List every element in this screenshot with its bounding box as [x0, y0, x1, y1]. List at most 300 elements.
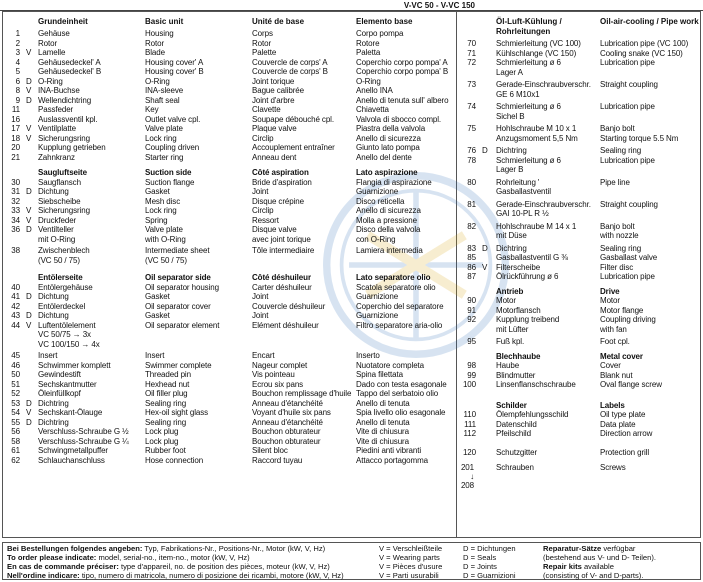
part-name-en: Coupling driven [145, 143, 200, 152]
part-name-en: Lubrication pipe (VC 100) [600, 39, 689, 48]
section-title-en: Suction side [145, 168, 192, 177]
row-number: 100 [462, 380, 476, 389]
legend-d-fr: D = Joints [463, 562, 497, 571]
part-name-it: Chiavetta [356, 105, 389, 114]
part-name-de: Filterscheibe [496, 262, 541, 272]
part-name-it: Corpo pompa [356, 29, 404, 38]
row-number: 45 [11, 351, 20, 360]
part-name-de: Blindmutter [496, 370, 536, 380]
part-name-de: Dichtring [496, 146, 527, 155]
part-name-en: Starter ring [145, 152, 184, 162]
part-name-de-line3: VC 100/150 → 4x [38, 339, 100, 349]
part-name-en: Sealing ring [145, 398, 187, 408]
part-name-de: Dichtring [38, 417, 69, 427]
row-number: 46 [11, 360, 20, 370]
part-name-en: Gasket [145, 311, 170, 320]
row-number: 71 [467, 48, 476, 58]
legend-v-en: V = Wearing parts [379, 553, 440, 562]
part-name-it: Guarnizione [356, 292, 399, 301]
part-name-de-line2: mit Lüfter [496, 324, 529, 334]
part-name-de: Entölergehäuse [38, 282, 93, 292]
row-number: 112 [463, 429, 476, 438]
part-name-en: Screws [600, 463, 626, 472]
part-name-it: Anello INA [356, 86, 393, 95]
part-name-de: Insert [38, 351, 58, 360]
part-name-fr: Voyant d'huile six pans [252, 408, 331, 417]
part-name-fr: Circlip [252, 206, 274, 215]
part-name-it: Nuotatore completa [356, 360, 425, 370]
part-name-it: Filtro separatore aria-olio [356, 320, 443, 330]
part-name-it-line2: con O-Ring [356, 234, 396, 244]
part-name-it: Disco della valvola [356, 225, 421, 234]
part-name-fr: Anneau d'étanchéité [252, 398, 323, 408]
part-name-en: Lock ring [145, 206, 177, 215]
part-name-en: Rubber foot [145, 446, 186, 455]
row-flag: D [26, 398, 32, 408]
part-name-fr: Circlip [252, 133, 274, 143]
part-name-it: Molla a pressione [356, 215, 417, 225]
part-name-it: Giunto lato pompa [356, 143, 420, 152]
part-name-en: Motor [600, 296, 620, 305]
row-flag: V [26, 133, 32, 143]
row-number: 30 [11, 177, 20, 187]
part-name-en: Lubrication pipe [600, 102, 655, 111]
page-header [0, 0, 703, 11]
part-name-it: Rotore [356, 38, 380, 48]
part-name-de: Siebscheibe [38, 196, 81, 206]
part-name-de: Saugflansch [38, 177, 81, 187]
row-number: 75 [467, 124, 476, 133]
part-name-it: Piastra della valvola [356, 124, 426, 133]
part-name-en: Lubrication pipe [600, 58, 655, 67]
part-name-en: Mesh disc [145, 196, 181, 206]
part-name-fr: Joint [252, 292, 269, 301]
part-name-en: Straight coupling [600, 199, 658, 209]
part-name-fr: Ecrou six pans [252, 379, 304, 389]
row-number: 6 [15, 76, 20, 86]
part-name-it: Anello di tenuta sull' albero [356, 95, 449, 105]
row-number: 42 [11, 301, 20, 311]
part-name-en-line2: Starting torque 5.5 Nm [600, 133, 679, 143]
part-name-fr: Disque valve [252, 225, 297, 234]
part-name-de: Schlauchanschluss [38, 455, 105, 465]
part-name-de: Gehäuse [38, 29, 70, 38]
part-name-fr: Anneau dent [252, 152, 297, 162]
part-name-de: Schmierleitung ø 6 [496, 102, 561, 111]
part-name-en: Pipe line [600, 177, 630, 187]
part-name-en: Data plate [600, 419, 636, 429]
row-number: 2 [15, 38, 20, 48]
part-name-de: Gasballastventil G ⅜ [496, 253, 568, 262]
row-number: 36 [11, 225, 20, 234]
part-name-de: Druckfeder [38, 215, 77, 225]
part-name-de: Motorflansch [496, 305, 541, 315]
part-name-en: Lubrication pipe [600, 272, 655, 281]
section-title-fr: Côté déshuileur [252, 273, 311, 282]
row-number: 61 [11, 446, 20, 455]
part-name-fr: Rotor [252, 38, 272, 48]
part-name-de: Schutzgitter [496, 447, 538, 457]
repair-kits-en-note: (consisting of V- and D-parts). [543, 571, 644, 580]
part-name-en: Threaded pin [145, 370, 191, 379]
part-name-de-line2: GAI 10-PL R ½ [496, 209, 549, 218]
row-flag: D [26, 417, 32, 427]
part-name-en: Banjo bolt [600, 221, 635, 231]
part-name-de-line2: (VC 50 / 75) [38, 255, 80, 265]
row-number: 85 [467, 253, 476, 262]
row-number: 95 [467, 337, 476, 346]
part-name-it: Spina filettata [356, 370, 403, 379]
part-name-de-line2: Lager A [496, 67, 523, 77]
part-name-it: Anello del dente [356, 152, 412, 162]
part-name-en: Swimmer complete [145, 360, 212, 370]
part-name-it: Piedini anti vibranti [356, 446, 422, 455]
part-name-en: Hexhead nut [145, 379, 190, 389]
part-name-fr: Bouchon obturateur [252, 436, 321, 446]
part-name-en: Housing cover' A [145, 57, 204, 67]
part-name-en: Blade [145, 48, 165, 57]
part-name-en: Gasket [145, 292, 170, 301]
row-number: 8 [15, 86, 20, 95]
row-flag: D [26, 187, 32, 196]
part-name-en: Key [145, 105, 159, 114]
row-number: 5 [15, 67, 20, 76]
part-name-en: O-Ring [145, 76, 170, 86]
part-name-de: Dichtring [496, 243, 527, 253]
row-flag: V [26, 86, 32, 95]
part-name-it: Lamiera intermedia [356, 246, 423, 255]
row-number: 86 [467, 262, 476, 272]
part-name-de-line2: mit O-Ring [38, 234, 76, 244]
part-name-fr: Carter déshuileur [252, 282, 312, 292]
part-name-it: Guarnizione [356, 187, 399, 196]
row-number: 53 [11, 398, 20, 408]
row-flag: V [482, 262, 488, 272]
part-name-de: Verschluss-Schraube G ¼ [38, 436, 129, 446]
part-name-it: Guarnizione [356, 311, 399, 320]
part-name-de: Motor [496, 296, 516, 305]
part-name-en: Foot cpl. [600, 337, 630, 346]
part-name-de: Dichtung [38, 311, 69, 320]
repair-kits-de: Reparatur-Sätze verfügbar [543, 544, 636, 553]
part-name-it: Coperchio del separatore [356, 301, 444, 311]
row-flag: D [482, 146, 488, 155]
row-number: 4 [15, 57, 20, 67]
part-name-en: Oil separator cover [145, 301, 211, 311]
row-number: 110 [463, 410, 476, 419]
part-name-de: Schwimmer komplett [38, 360, 111, 370]
part-name-en: Gasballast valve [600, 253, 658, 262]
part-name-en: Lock plug [145, 436, 179, 446]
part-name-fr: Encart [252, 351, 275, 360]
row-number: 11 [11, 105, 20, 114]
part-name-de: Sechskant-Ölauge [38, 408, 103, 417]
part-name-de-line2: Sichel B [496, 111, 525, 121]
part-name-it: O-Ring [356, 76, 381, 86]
part-name-fr: Joint [252, 311, 269, 320]
part-name-de: Kupplung treibend [496, 315, 560, 324]
part-name-de: INA-Buchse [38, 86, 80, 95]
part-name-fr: Ressort [252, 215, 279, 225]
part-name-en: Sealing ring [145, 417, 187, 427]
section-title-en: Labels [600, 400, 625, 410]
section-title-de: Schilder [496, 400, 527, 410]
part-name-en: Oil filler plug [145, 389, 188, 398]
part-name-de: Öleinfüllkopf [38, 389, 81, 398]
row-number: 87 [467, 272, 476, 281]
row-number: 55 [11, 417, 20, 427]
col-header-en: Basic unit [145, 17, 184, 26]
part-name-en: Cover [600, 361, 621, 370]
part-name-de: Zahnkranz [38, 152, 75, 162]
part-name-de: Schwingmetallpuffer [38, 446, 108, 455]
row-number: 81 [467, 199, 476, 209]
part-name-de: Hohlschraube M 14 x 1 [496, 221, 577, 231]
part-name-de: Sicherungsring [38, 133, 90, 143]
part-name-en-line2: with nozzle [600, 231, 639, 240]
part-name-it: Paletta [356, 48, 381, 57]
part-name-de: Kupplung getrieben [38, 143, 106, 152]
part-name-fr: Accouplement entraîner [252, 143, 335, 152]
legend-d-it: D = Guarnizioni [463, 571, 516, 580]
part-name-de: Pfeilschild [496, 429, 531, 438]
part-name-it: Scatola separatore olio [356, 282, 436, 292]
part-name-en: Motor flange [600, 305, 644, 315]
section-title-en: Drive [600, 286, 620, 296]
part-name-de: Sicherungsring [38, 206, 90, 215]
row-number: 91 [467, 305, 476, 315]
part-name-en: Spring [145, 215, 168, 225]
part-name-it: Dado con testa esagonale [356, 379, 447, 389]
row-number: 50 [11, 370, 20, 379]
section-title-en: Metal cover [600, 351, 643, 361]
part-name-de: Dichtung [38, 187, 69, 196]
part-name-it: Coperchio corpo pompa' B [356, 67, 449, 76]
part-name-de: Zwischenblech [38, 246, 90, 255]
part-name-en: Direction arrow [600, 429, 653, 438]
part-name-de: Datenschild [496, 419, 537, 429]
part-name-de-line2: VC 50/75 → 3x [38, 330, 91, 339]
legend-d-de: D = Dichtungen [463, 544, 516, 553]
section-title-de: Entölerseite [38, 273, 83, 282]
row-number: 56 [11, 427, 20, 436]
part-name-de: Rohrleitung ' [496, 177, 540, 187]
row-number: 32 [11, 196, 20, 206]
part-name-en: Cooling snake (VC 150) [600, 48, 683, 58]
section-title-en: Oil separator side [145, 273, 211, 282]
part-name-de-line2: GE 6 M10x1 [496, 89, 540, 99]
part-name-en: INA-sleeve [145, 86, 184, 95]
part-name-fr: Tôle intermediaire [252, 246, 315, 255]
order-line-fr: En cas de commande préciser: type d'appareil, no. de position des pièces, moteur (kW, V, Hz) [7, 562, 330, 571]
row-flag: D [26, 95, 32, 105]
row-number: 52 [11, 389, 20, 398]
row-number: 70 [467, 39, 476, 48]
row-flag: V [26, 124, 32, 133]
part-name-de: Schmierleitung (VC 100) [496, 39, 581, 48]
part-name-en: Coupling driving [600, 315, 656, 324]
part-name-fr: Raccord tuyau [252, 455, 303, 465]
part-name-fr: Couvercle déshuileur [252, 301, 326, 311]
part-name-en: Housing cover' B [145, 67, 204, 76]
part-name-de: Dichtung [38, 292, 69, 301]
part-name-en: Suction flange [145, 177, 195, 187]
part-name-it: Tappo del serbatoio olio [356, 389, 439, 398]
part-name-en-line2: with O-Ring [145, 234, 186, 244]
legend-v-fr: V = Pièces d'usure [379, 562, 443, 571]
row-number: 44 [11, 320, 20, 330]
part-name-fr: Anneau d'étanchéité [252, 417, 323, 427]
row-flag: D [26, 311, 32, 320]
part-name-de: Kühlschlange (VC 150) [496, 48, 577, 58]
part-name-it: Inserto [356, 351, 380, 360]
part-name-fr: Plaque valve [252, 124, 297, 133]
part-name-en: Valve plate [145, 124, 183, 133]
row-flag: D [26, 225, 32, 234]
row-number: 17 [11, 124, 20, 133]
part-name-fr: Joint torique [252, 76, 295, 86]
part-name-it: Anello di tenuta [356, 398, 410, 408]
row-number: 201 ↓ 208 [460, 463, 474, 490]
part-name-en: Gasket [145, 187, 170, 196]
part-name-de: Entölerdeckel [38, 301, 86, 311]
row-flag: D [26, 76, 32, 86]
part-name-en: Sealing ring [600, 146, 642, 155]
footer-box [2, 542, 701, 580]
part-name-de: Dichtring [38, 398, 69, 408]
legend-d-en: D = Seals [463, 553, 497, 562]
part-name-de-line2: Anzugsmoment 5,5 Nm [496, 133, 578, 143]
legend-v-de: V = Verschleißteile [379, 544, 443, 553]
part-name-de: Fuß kpl. [496, 337, 525, 346]
part-name-en: Intermediate sheet [145, 246, 210, 255]
row-number: 38 [11, 246, 20, 255]
part-name-en: Hose connection [145, 455, 204, 465]
part-name-de: Luftentölelement [38, 320, 96, 330]
part-name-de: Schmierleitung ø 6 [496, 155, 561, 165]
part-name-en: Banjo bolt [600, 124, 635, 133]
part-name-de: Gerade-Einschraubverschr. [496, 199, 591, 209]
part-name-en: Shaft seal [145, 95, 180, 105]
col-header-it: Elemento base [356, 17, 413, 26]
row-number: 9 [15, 95, 20, 105]
order-line-en: To order please indicate: model, serial-no., item-no., motor (kW, V, Hz) [7, 553, 250, 562]
row-number: 98 [467, 361, 476, 370]
part-name-de: Gehäusedeckel' A [38, 57, 101, 67]
part-name-en: Oil separator element [145, 320, 220, 330]
row-flag: D [26, 292, 32, 301]
part-name-en: Oil type plate [600, 410, 646, 419]
section-title-it: Lato separatore olio [356, 273, 431, 282]
row-number: 1 [15, 29, 20, 38]
part-name-de: Linsenflanschschraube [496, 380, 576, 389]
part-name-de: Schrauben [496, 463, 534, 472]
legend-v-it: V = Parti usurabili [379, 571, 439, 580]
row-number: 80 [467, 177, 476, 187]
part-name-it: Vite di chiusura [356, 436, 409, 446]
part-name-en: Outlet valve cpl. [145, 114, 201, 124]
row-number: 82 [467, 221, 476, 231]
row-flag: D [482, 243, 488, 253]
part-name-fr-line2: avec joint torique [252, 234, 311, 244]
part-name-en: Straight coupling [600, 80, 658, 89]
row-number: 40 [11, 282, 20, 292]
repair-kits-en: Repair kits available [543, 562, 614, 571]
row-flag: V [26, 215, 32, 225]
part-name-fr: Vis pointeau [252, 370, 295, 379]
part-name-en: Hex-oil sight glass [145, 408, 209, 417]
part-name-de: Gehäusedeckel' B [38, 67, 102, 76]
row-number: 16 [11, 114, 20, 124]
part-name-fr: Bouchon obturateur [252, 427, 321, 436]
parts-table-frame [2, 11, 701, 538]
part-name-en: Rotor [145, 38, 165, 48]
part-name-de: Ölempfehlungsschild [496, 410, 569, 419]
part-name-it: Spia livello olio esagonale [356, 408, 446, 417]
part-name-de: Auslassventil kpl. [38, 114, 98, 124]
part-name-de: Ölrückführung ø 6 [496, 272, 559, 281]
row-number: 21 [11, 152, 20, 162]
part-name-it: Anello di sicurezza [356, 133, 421, 143]
row-number: 41 [11, 292, 20, 301]
part-name-en-line2: with fan [600, 324, 627, 334]
row-number: 31 [11, 187, 20, 196]
row-flag: V [26, 320, 32, 330]
section-title-de: Blechhaube [496, 351, 541, 361]
model-title: V-VC 50 - V-VC 150 [403, 1, 475, 10]
section-title-it: Lato aspirazione [356, 168, 418, 177]
part-name-fr: Joint [252, 187, 269, 196]
part-name-de-line2: Gasballastventil [496, 187, 551, 196]
part-name-en: Housing [145, 29, 174, 38]
part-name-it: Valvola di sbocco compl. [356, 114, 442, 124]
col-header-fr: Unité de base [252, 17, 305, 26]
part-name-fr: Bague calibrée [252, 86, 304, 95]
row-number: 90 [467, 296, 476, 305]
row-number: 78 [467, 155, 476, 165]
part-name-de: Gewindestift [38, 370, 81, 379]
part-name-it: Vite di chiusura [356, 427, 409, 436]
section-title-de: Antrieb [496, 286, 524, 296]
row-number: 54 [11, 408, 20, 417]
part-name-fr: Clavette [252, 105, 281, 114]
part-name-fr: Couvercle de corps' A [252, 57, 328, 67]
part-name-de: Verschluss-Schraube G ½ [38, 427, 129, 436]
row-number: 43 [11, 311, 20, 320]
part-name-de: Lamelle [38, 48, 66, 57]
section-title-de: Saugluftseite [38, 168, 87, 177]
col-header-right-de: Öl-Luft-Kühlung / Rohrleitungen [496, 17, 562, 36]
row-number: 20 [11, 143, 20, 152]
section-title-fr: Côté aspiration [252, 168, 309, 177]
row-number: 18 [11, 133, 20, 143]
row-number: 51 [11, 379, 20, 389]
part-name-de-line2: mit Düse [496, 231, 527, 240]
part-name-fr: Couvercle de corps' B [252, 67, 328, 76]
part-name-fr: Silent bloc [252, 446, 288, 455]
part-name-de: Haube [496, 361, 520, 370]
row-number: 73 [467, 80, 476, 89]
row-number: 99 [467, 370, 476, 380]
part-name-fr: Elément déshuileur [252, 320, 319, 330]
part-name-de: Sechskantmutter [38, 379, 97, 389]
part-name-de: O-Ring [38, 76, 63, 86]
part-name-fr: Nageur complet [252, 360, 308, 370]
part-name-en: Filter disc [600, 262, 634, 272]
row-number: 72 [467, 58, 476, 67]
row-number: 3 [15, 48, 20, 57]
part-name-en: Lock plug [145, 427, 179, 436]
